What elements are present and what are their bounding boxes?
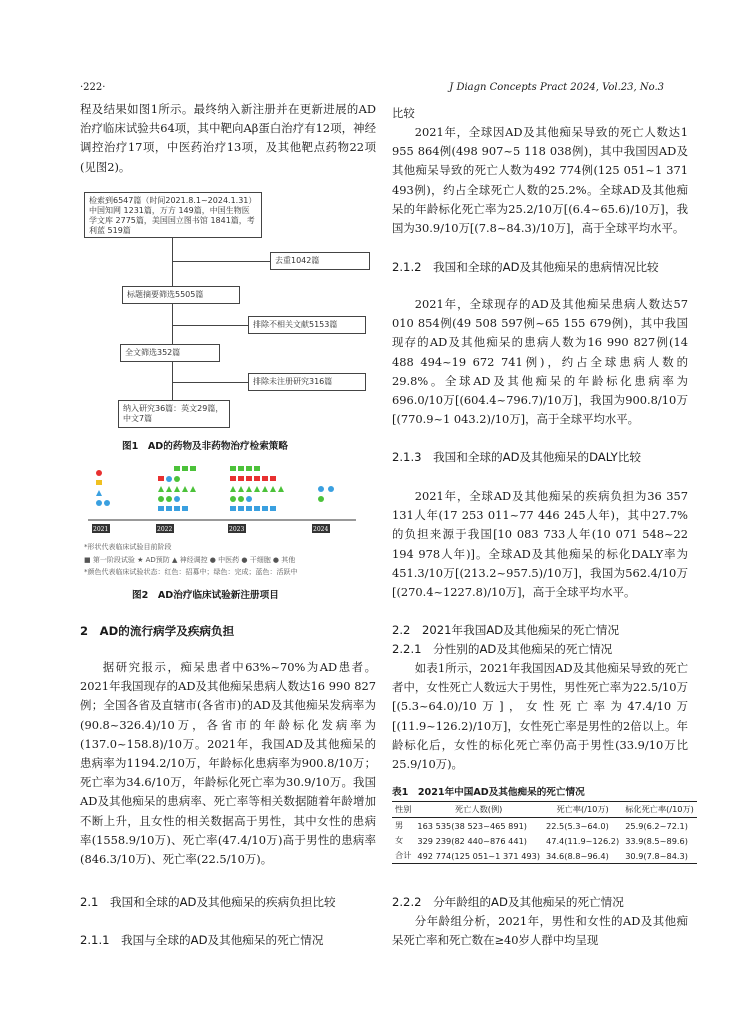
trial-marker: [254, 506, 260, 511]
trial-marker: [254, 486, 260, 492]
trial-marker: [262, 506, 268, 511]
trial-marker: [166, 506, 172, 511]
page-number: ·222·: [80, 82, 106, 93]
table-cell: 22.5(5.3~64.0): [546, 820, 609, 831]
paragraph-age-groups: 分年龄组分析，2021年，男性和女性的AD及其他痴呆死亡率和死亡数在≥40岁人群中均呈现: [392, 914, 688, 948]
figure2-caption: 图2 AD治疗临床试验新注册项目: [132, 590, 279, 601]
trial-marker: [246, 476, 252, 481]
trial-marker: [96, 480, 102, 485]
flow-box-retrieved: 检索到6547篇（时间2021.8.1~2024.1.31）中国知网 1231篇，万方 149篇，中国生物医学文库 2775篇，美国国立图书馆 1841篇，考利蓝 519篇: [84, 192, 262, 238]
trial-marker: [238, 496, 244, 502]
trial-marker: [104, 500, 110, 506]
figure2-legend-3: *颜色代表临床试验状态：红色：招募中；绿色：完成；蓝色：活跃中: [84, 568, 298, 576]
trial-marker: [230, 476, 236, 481]
trial-marker: [318, 496, 324, 502]
trial-marker: [174, 496, 180, 502]
table-cell: 47.4(11.9~126.2): [546, 835, 620, 846]
trial-marker: [230, 506, 236, 511]
trial-marker: [246, 466, 252, 471]
flow-box-fulltext: 全文筛选352篇: [120, 344, 220, 362]
section2-paragraph: 据研究报示，痴呆患者中63%~70%为AD患者。2021年我国现存的AD及其他痴呆患病人数达16 990 827例；全国各省及直辖市(各省市)的AD及其他痴呆发病率为(90.8~326.4)/10万，各省市的年龄标化发病率为(137.0~158.8)/10万。2021年，我国AD及其他痴呆的患病率为1194.2/10万，年龄标化患病率为900.8/10万；死亡率为34.6/10万，年龄标化死亡率为30.9/10万。我国AD及其他痴呆的患病率、死亡率等相关数据随着年龄增加不断上升，且女性的相关数据高于男性，其中女性的患病率(1558.9/10万)、死亡率(47.4/10万)高于男性的患病率(846.3/10万)、死亡率(22.5/10万)。: [80, 660, 376, 867]
trial-marker: [190, 466, 196, 471]
table-header-cell: 性别: [392, 802, 414, 818]
table-cell: 492 774(125 051~1 371 493): [414, 848, 543, 864]
trial-marker: [166, 476, 172, 482]
trial-marker: [328, 486, 334, 492]
journal-info: J Diagn Concepts Pract 2024, Vol.23, No.3: [449, 82, 664, 93]
trial-marker: [174, 476, 180, 482]
trial-marker: [254, 466, 260, 471]
section2-title: 2 AD的流行病学及疾病负担: [80, 624, 235, 638]
table-row: [392, 833, 697, 848]
figure1-caption: 图1 AD的药物及非药物治疗检索策略: [122, 441, 288, 452]
trial-marker: [158, 496, 164, 502]
trial-marker: [262, 486, 268, 492]
trial-marker: [182, 506, 188, 511]
trial-marker: [230, 466, 236, 471]
heading-2-2-1: 2.2.1 分性别的AD及其他痴呆的死亡情况: [392, 642, 613, 656]
trial-marker: [182, 486, 188, 492]
paragraph-death-global: 2021年，全球因AD及其他痴呆导致的死亡人数达1 955 864例(498 907~5 118 038例)，其中我国因AD及其他痴呆导致的死亡人数为492 774例(125 051~1 371 493例)，约占全球死亡人数的25.2%。全球AD及其他痴呆的年龄标化死亡率为25.2/10万[(6.4~65.6)/10万]，我国为30.9/10万[(7.8~84.3)/10万]，高于全球平均水平。: [392, 125, 688, 236]
year-label: 2021: [93, 526, 109, 533]
trial-marker: [238, 466, 244, 471]
trial-marker: [246, 496, 252, 502]
heading-2-2: 2.2 2021年我国AD及其他痴呆的死亡情况: [392, 623, 620, 637]
year-label: 2024: [313, 526, 329, 533]
flow-box-included: 纳入研究36篇：英文29篇，中文7篇: [118, 400, 230, 428]
flow-box-title-screen: 标题摘要筛选5505篇: [122, 286, 240, 304]
intro-paragraph: 程及结果如图1所示。最终纳入新注册并在更新进展的AD治疗临床试验共64项，其中靶向Aβ蛋白治疗有12项，神经调控治疗17项，中医药治疗13项，及其他靶点药物22项(见图2)。: [80, 102, 376, 174]
trial-marker: [270, 486, 276, 492]
flow-box-exclude-unregistered: 排除未注册研究316篇: [248, 373, 366, 391]
paragraph-prevalence: 2021年，全球现存的AD及其他痴呆患病人数达57 010 854例(49 508 597例~65 155 679例)，其中我国现存的AD及其他痴呆的患病人数为16 990 827例(14 488 494~19 672 741例)，约占全球患病人数的29.8%。全球AD及其他痴呆的年龄标化患病率为696.0/10万[(604.4~796.7)/10万]，我国为900.8/10万[(770.9~1 043.2)/10万]，高于全球平均水平。: [392, 297, 688, 427]
trial-marker: [254, 476, 260, 481]
year-label: 2022: [157, 526, 173, 533]
trial-marker: [96, 470, 102, 476]
trial-marker: [182, 466, 188, 471]
figure2-legend-2: ■ 第一阶段试验 ★ AD预防 ▲ 神经调控 ● 中医药 ● 干细胞 ● 其他: [84, 556, 296, 564]
table-header-row: [392, 802, 697, 818]
heading-2-1: 2.1 我国和全球的AD及其他痴呆的疾病负担比较: [80, 895, 336, 909]
trial-marker: [262, 476, 268, 481]
trial-marker: [238, 476, 244, 481]
table-cell: 163 535(38 523~465 891): [417, 820, 528, 831]
paragraph-daly: 2021年，全球AD及其他痴呆的疾病负担为36 357 131人年(17 253 011~77 446 245人年)，其中27.7%的负担来源于我国[10 083 733人年(10 071 548~22 194 978人年)]。全球AD及其他痴呆的标化DALY率为451.3/10万[(213.2~957.5)/10万]，我国为562.4/10万[(270.4~1227.8)/10万]，高于全球平均水平。: [392, 489, 688, 600]
table-cell: 30.9(7.8~84.3): [622, 848, 697, 864]
heading-2-1-3: 2.1.3 我国和全球的AD及其他痴呆的DALY比较: [392, 450, 641, 464]
figure2-legend-1: *形状代表临床试验目前阶段: [84, 543, 172, 551]
trial-marker: [230, 496, 236, 502]
trial-marker: [270, 506, 276, 511]
table-cell: 33.9(8.5~89.6): [625, 835, 688, 846]
trial-marker: [158, 476, 164, 481]
flow-box-exclude-irrelevant: 排除不相关文献5153篇: [248, 316, 366, 334]
trial-marker: [190, 486, 196, 492]
table-row: [392, 848, 697, 864]
table-header-cell: 死亡率(/10万): [543, 802, 622, 818]
table-cell: 男: [395, 820, 404, 830]
trial-marker: [96, 500, 102, 506]
trial-marker: [166, 486, 172, 492]
trial-marker: [174, 466, 180, 471]
trial-marker: [96, 490, 102, 496]
table-header-cell: 标化死亡率(/10万): [622, 802, 697, 818]
trial-marker: [246, 506, 252, 511]
trial-marker: [174, 506, 180, 511]
table-cell: 女: [395, 835, 404, 845]
table-cell: 25.9(6.2~72.1): [625, 820, 688, 831]
right-continuation: 比较: [392, 106, 415, 120]
year-label: 2023: [229, 526, 245, 533]
trial-marker: [166, 496, 172, 502]
heading-2-1-2: 2.1.2 我国和全球的AD及其他痴呆的患病情况比较: [392, 260, 659, 274]
trial-marker: [158, 506, 164, 511]
flow-box-dedup: 去重1042篇: [270, 252, 370, 270]
table1: [392, 801, 697, 864]
trial-marker: [246, 486, 252, 492]
trial-marker: [238, 486, 244, 492]
trial-marker: [238, 506, 244, 511]
table-cell: 329 239(82 440~876 441): [417, 835, 528, 846]
table-cell: 合计: [392, 848, 414, 864]
trial-marker: [158, 486, 164, 492]
trial-marker: [318, 486, 324, 492]
table1-caption: 表1 2021年中国AD及其他痴呆的死亡情况: [392, 787, 585, 798]
table-header-cell: 死亡人数(例): [414, 802, 543, 818]
trial-marker: [174, 486, 180, 492]
table-row: [392, 818, 697, 834]
heading-2-2-2: 2.2.2 分年龄组的AD及其他痴呆的死亡情况: [392, 895, 624, 909]
trial-marker: [230, 486, 236, 492]
paragraph-sex-deaths: 如表1所示，2021年我国因AD及其他痴呆导致的死亡者中，女性死亡人数远大于男性，男性死亡率为22.5/10万[(5.3~64.0)/10万]，女性死亡率为47.4/10万[(11.9~126.2)/10万]，女性死亡率是男性的2倍以上。年龄标化后，女性的标化死亡率仍高于男性(33.9/10万比25.9/10万)。: [392, 661, 688, 772]
heading-2-1-1: 2.1.1 我国与全球的AD及其他痴呆的死亡情况: [80, 933, 324, 947]
trial-marker: [270, 476, 276, 481]
trial-marker: [278, 486, 284, 492]
table-cell: 34.6(8.8~96.4): [543, 848, 622, 864]
